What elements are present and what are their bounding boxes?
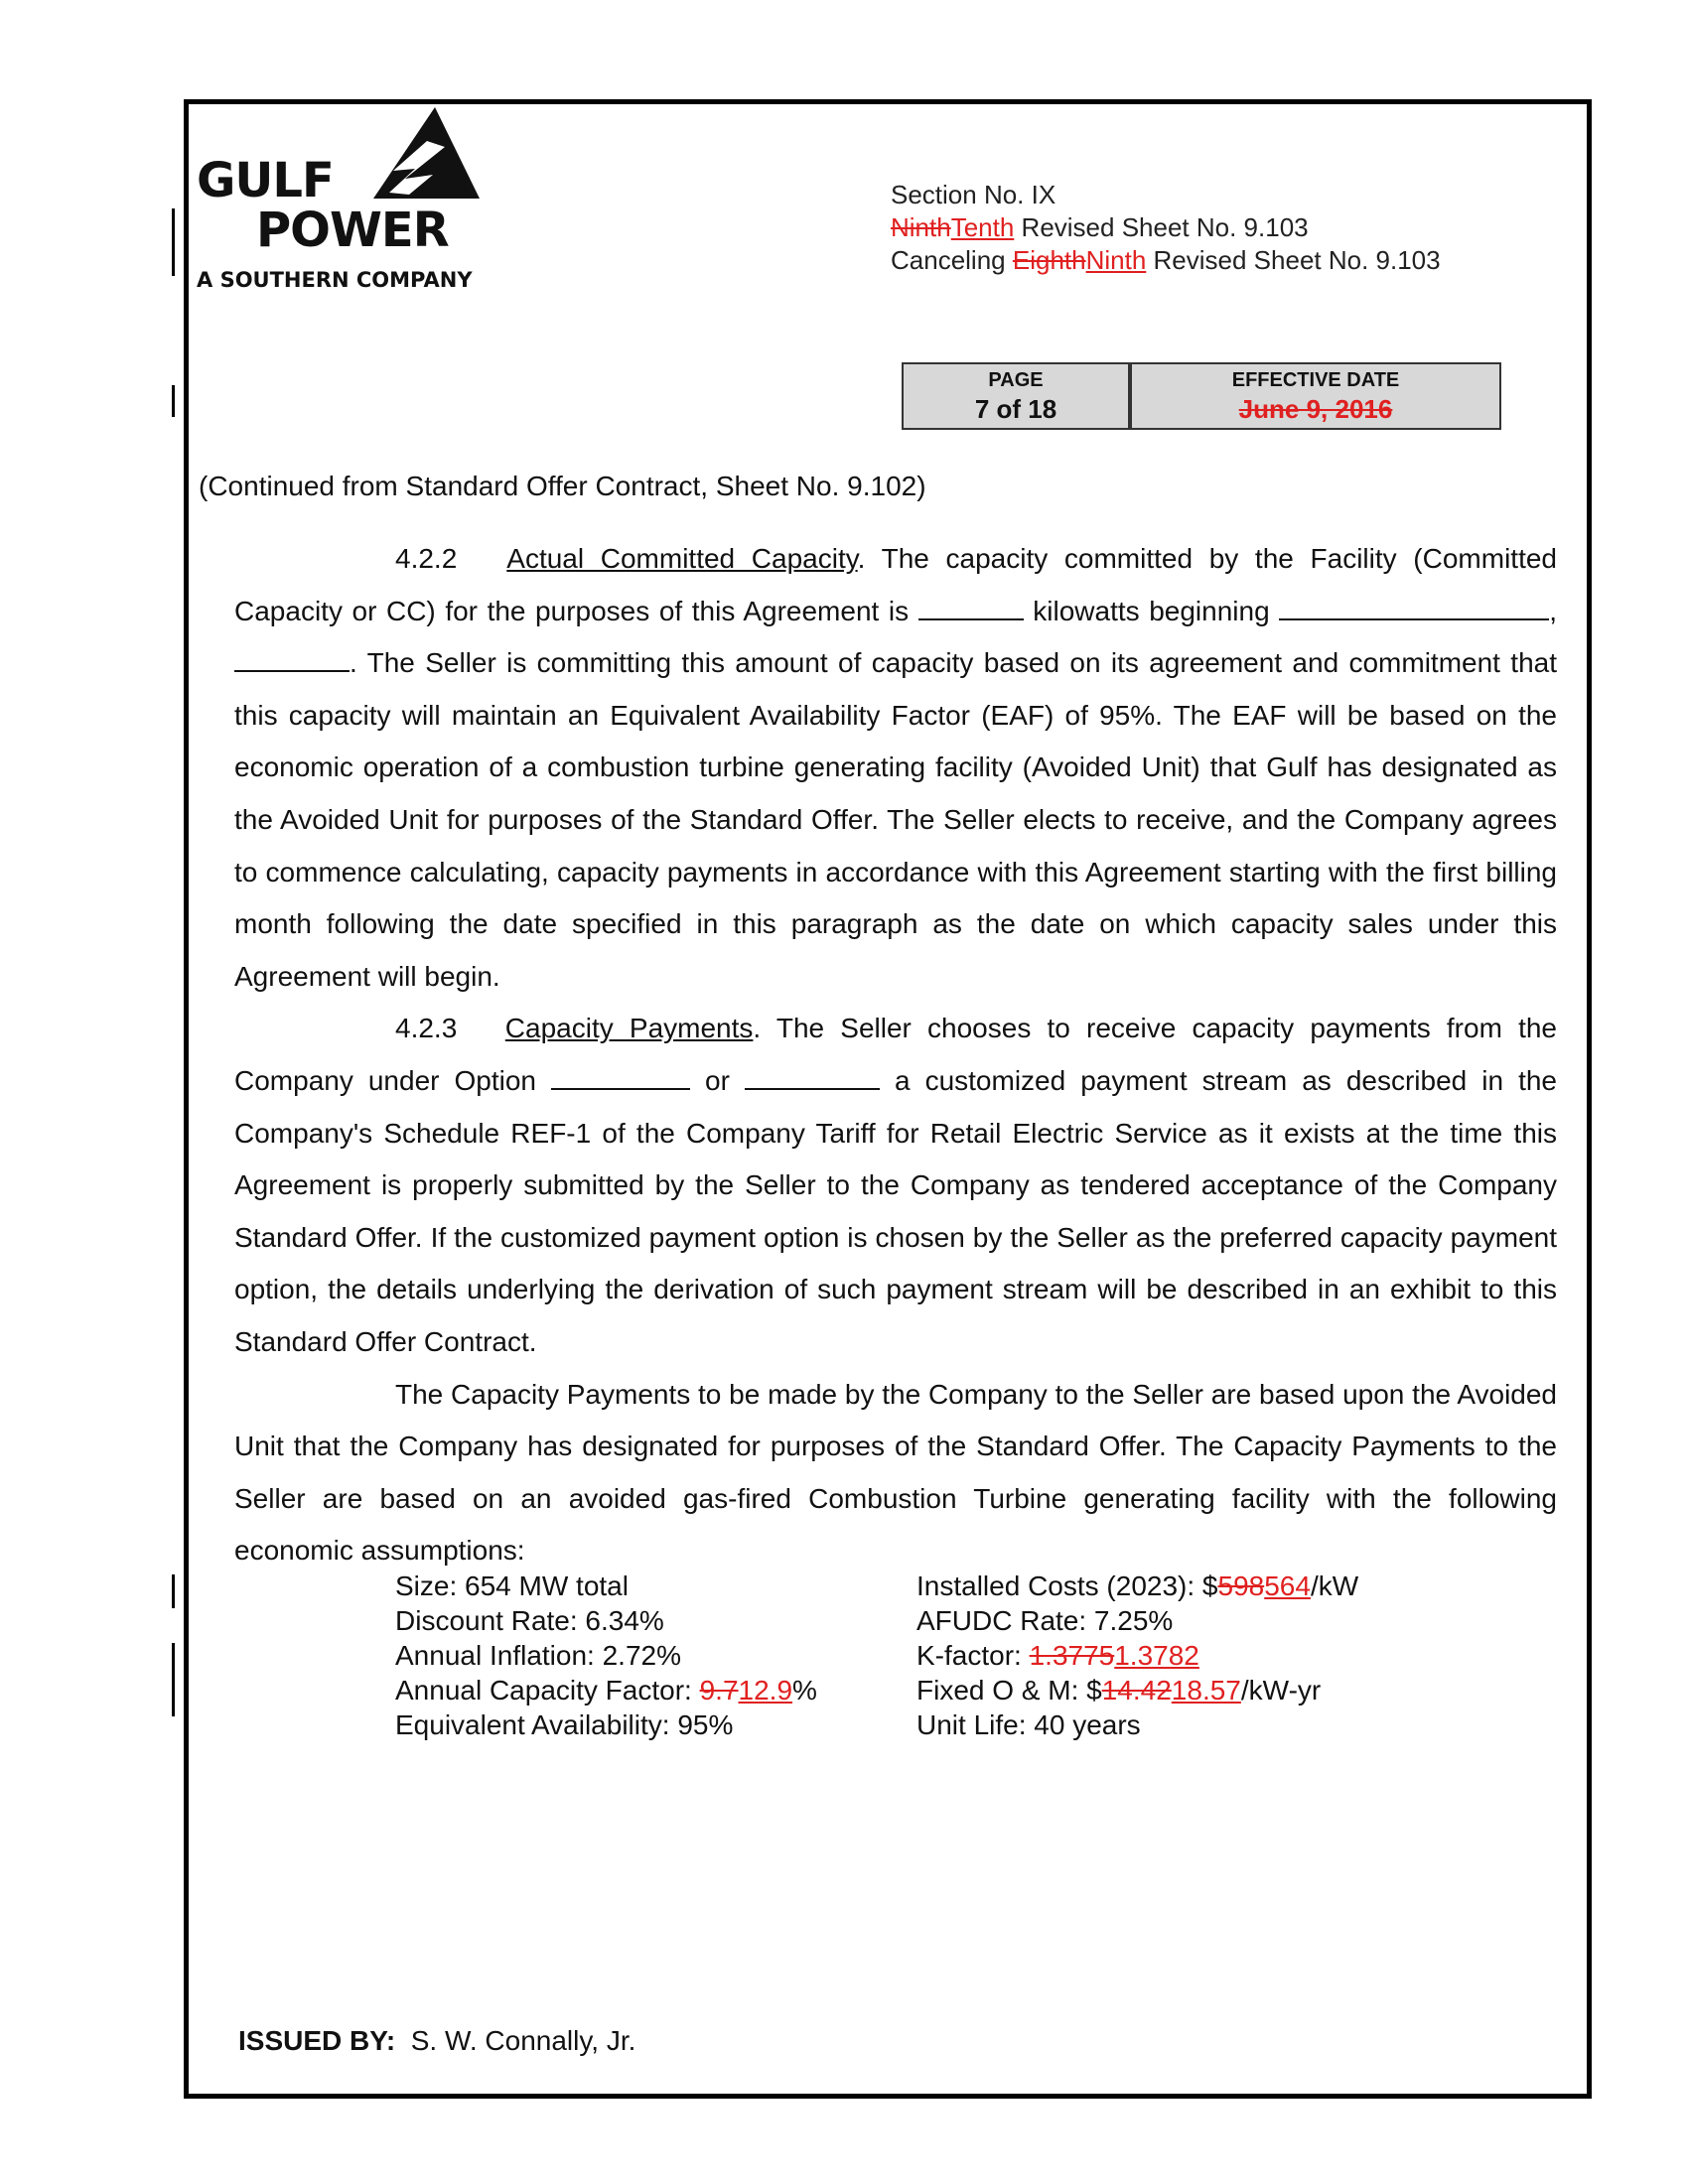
acf-suffix: % [792,1675,817,1706]
fom-suffix: /kW-yr [1240,1675,1322,1706]
issued-by-label: ISSUED BY: [238,2025,396,2056]
page-value: 7 of 18 [974,394,1057,424]
continued-note: (Continued from Standard Offer Contract, Sheet No. 9.102) [199,471,926,501]
inserted-text: 564 [1264,1570,1311,1601]
fom-label: Fixed O & M: $ [916,1675,1102,1706]
paragraph-4-2-3 [234,1003,1557,1368]
paragraph-text: . The Seller is committing this amount of capacity based on its agreement and commitment that this capacity will maintain an Equivalent Availability Factor (EAF) of 95%. The EAF will be based on the economic operation of a combustion turbine generating facility (Avoided Unit) that Gulf has designated as the Avoided Unit for purposes of the Standard Offer. The Seller elects to receive, and the Company agrees to commence calculating, capacity payments in accordance with this Agreement starting with the first billing month following the date specified in this paragraph as the date on which capacity sales under this Agreement will begin. [234,647,1557,992]
inserted-text: 12.9 [738,1675,793,1706]
paragraph-text: . The Seller chooses to receive capacity payments from the Company under Option [234,1013,1557,1096]
deleted-text: 9.7 [699,1675,739,1706]
issued-by-name: S. W. Connally, Jr. [410,2025,636,2056]
effective-date-label: EFFECTIVE DATE [1231,369,1400,391]
start-date-blank [1279,599,1549,620]
inserted-text: Tenth [950,212,1015,242]
paragraph-capacity-payments: The Capacity Payments to be made by the Company to the Seller are based upon the Avoided Unit that the Company has designated for purposes of the Standard Offer. The Capacity Payments to the Seller are based on an avoided gas-fired Combustion Turbine generating facility with the following economic assumptions: [234,1378,1557,1567]
canceling-sheet [891,244,1441,277]
option-blank [551,1068,690,1090]
installed-costs [916,1569,1358,1603]
annual-inflation: Annual Inflation: 2.72% [395,1640,681,1671]
annual-capacity-factor [395,1673,817,1707]
change-bar [172,1643,175,1716]
installed-label: Installed Costs (2023): $ [916,1570,1218,1601]
assumptions-left [395,1569,817,1742]
inserted-text: Ninth [1085,245,1147,275]
gulf-power-triangle-icon [346,107,480,206]
logo-power-text: POWER [256,203,449,258]
contract-body [234,533,1557,1577]
deleted-text: Ninth [891,212,951,242]
change-bar [172,385,175,417]
issued-by [238,2025,635,2057]
effective-date-box [1130,362,1501,430]
paragraph-text: kilowatts beginning [1023,595,1280,626]
deleted-text: Eighth [1012,245,1086,275]
sheet-info [891,179,1441,277]
paragraph-text: a customized payment stream as described in the Company's Schedule REF-1 of the Company Tariff for Retail Electric Service as it exists at the time this Agreement is properly submitted by the Seller to the Company as tendered acceptance of the Company Standard Offer. If the customized payment option is chosen by the Seller as the preferred capacity payment option, the details underlying the derivation of such payment stream will be described in an exhibit to this Standard Offer Contract. [234,1064,1557,1357]
section-num: 4.2.3 [395,1013,458,1044]
section-heading: Actual Committed Capacity [506,543,858,574]
section-number: Section No. IX [891,180,1056,209]
paragraph-4-2-2 [234,533,1557,1003]
revised-sheet [891,211,1441,244]
deleted-text: 598 [1217,1570,1265,1601]
canceling-prefix: Canceling [891,245,1013,275]
paragraph-text: . The capacity committed by the Facility (Committed Capacity or CC) for the purposes of this Agreement is [234,543,1557,626]
afudc-rate: AFUDC Rate: 7.25% [916,1605,1174,1636]
fixed-om [916,1673,1358,1707]
change-bar [172,1574,175,1608]
acf-label: Annual Capacity Factor: [395,1675,700,1706]
kfactor-label: K-factor: [916,1640,1030,1671]
change-bar [172,208,175,276]
inserted-text: 1.3782 [1114,1640,1199,1671]
deleted-text: 14.42 [1101,1675,1172,1706]
effective-date-value: June 9, 2016 [1238,394,1393,424]
revised-sheet-rest: Revised Sheet No. 9.103 [1014,212,1309,242]
committed-capacity-blank [918,599,1024,620]
assumptions-right [916,1569,1358,1742]
logo-gulf-text: GULF [197,153,334,208]
canceling-sheet-rest: Revised Sheet No. 9.103 [1146,245,1441,275]
deleted-text: 1.3775 [1029,1640,1115,1671]
page-label: PAGE [988,369,1044,391]
gulf-power-logo [197,107,524,306]
paragraph-text: or [690,1064,745,1096]
equivalent-availability: Equivalent Availability: 95% [395,1709,734,1740]
option-blank [745,1068,880,1090]
section-heading: Capacity Payments [504,1013,754,1044]
k-factor [916,1638,1358,1673]
start-year-blank [234,650,350,672]
inserted-text: 18.57 [1171,1675,1241,1706]
discount-rate: Discount Rate: 6.34% [395,1605,664,1636]
size-assumption: Size: 654 MW total [395,1570,629,1601]
page-box [902,362,1130,430]
section-num: 4.2.2 [395,543,458,574]
paragraph-text: , [1549,595,1557,626]
unit-life: Unit Life: 40 years [916,1709,1141,1740]
logo-southern-text: A SOUTHERN COMPANY [197,268,473,292]
installed-suffix: /kW [1310,1570,1359,1601]
